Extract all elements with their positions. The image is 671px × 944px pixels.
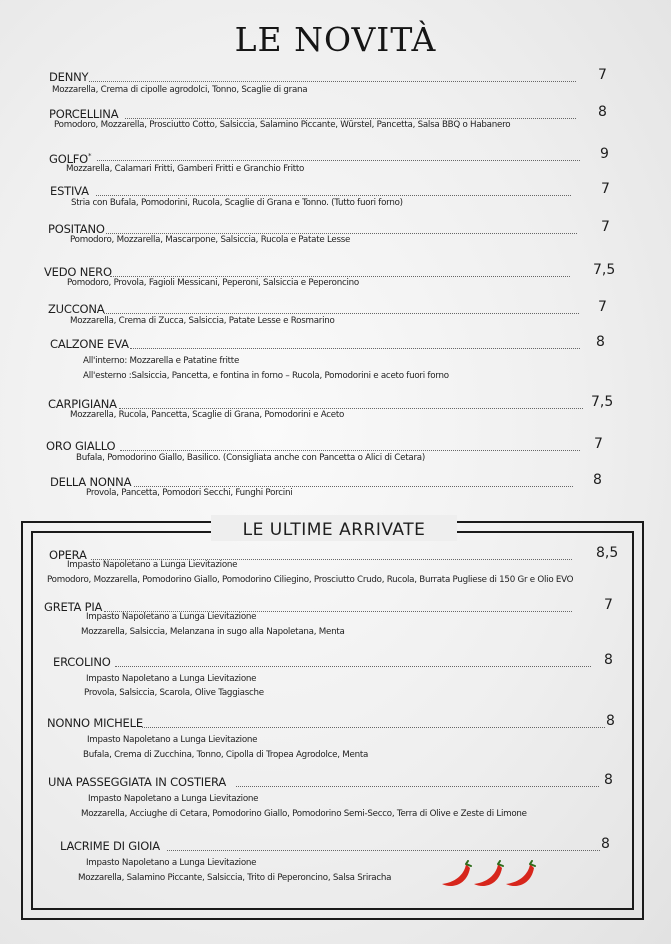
menu-item-calzone-eva — [50, 334, 610, 381]
item-description: Mozzarella, Calamari Fritti, Gamberi Fritti e Granchio Fritto — [66, 164, 305, 174]
menu-item-carpigiana — [48, 394, 616, 420]
item-price: 7 — [601, 181, 610, 197]
chili-pepper-icon — [470, 860, 506, 892]
item-dough: Impasto Napoletano a Lunga Lievitazione — [86, 858, 257, 868]
item-name: ERCOLINO — [53, 655, 111, 669]
item-description: Stria con Bufala, Pomodorini, Rucola, Scaglie di Grana e Tonno. (Tutto fuori forno) — [71, 198, 403, 208]
item-dough: Impasto Napoletano a Lunga Lievitazione — [86, 674, 257, 684]
item-description: Mozzarella, Salamino Piccante, Salsiccia, Trito di Peperoncino, Salsa Sriracha — [78, 873, 392, 883]
item-dough: Impasto Napoletano a Lunga Lievitazione — [88, 794, 259, 804]
item-name: LACRIME DI GIOIA — [60, 839, 160, 853]
item-description: All'interno: Mozzarella e Patatine fritte — [83, 356, 240, 366]
menu-item-nonno-michele — [47, 713, 617, 760]
menu-item-denny — [49, 67, 611, 95]
menu-item-una-passeggiata-in-costiera — [48, 772, 616, 819]
item-description: Mozzarella, Crema di cipolle agrodolci, Tonno, Scaglie di grana — [52, 85, 308, 95]
item-name: ZUCCONA — [48, 302, 105, 316]
item-name: CALZONE EVA — [50, 337, 129, 351]
menu-item-porcellina — [49, 104, 611, 130]
menu-item-opera — [47, 545, 621, 585]
item-price: 8 — [604, 652, 613, 668]
menu-item-zuccona — [48, 299, 612, 326]
item-dough: Impasto Napoletano a Lunga Lievitazione — [67, 560, 238, 570]
item-name: PORCELLINA — [49, 107, 119, 121]
chili-pepper-icon — [502, 860, 538, 892]
item-price: 7 — [594, 436, 603, 452]
item-dough: Impasto Napoletano a Lunga Lievitazione — [87, 735, 258, 745]
item-name: GOLFO* — [49, 152, 92, 166]
item-description: Pomodoro, Provola, Fagioli Messicani, Peperoni, Salsiccia e Peperoncino — [67, 278, 359, 288]
menu-item-lacrime-di-gioia — [60, 836, 614, 883]
item-name: CARPIGIANA — [48, 397, 117, 411]
item-description: Pomodoro, Mozzarella, Pomodorino Giallo, Pomodorino Ciliegino, Prosciutto Crudo, Rucola, Burrata Pugliese di 150 Gr e Olio EVO — [47, 575, 574, 585]
item-name: GRETA PIA — [44, 600, 103, 614]
item-description: Bufala, Crema di Zucchina, Tonno, Cipolla di Tropea Agrodolce, Menta — [83, 750, 369, 760]
item-name: UNA PASSEGGIATA IN COSTIERA — [48, 775, 227, 789]
chili-pepper-icon — [438, 860, 474, 892]
menu-item-positano — [48, 219, 614, 245]
item-description: Mozzarella, Crema di Zucca, Salsiccia, Patate Lesse e Rosmarino — [70, 316, 335, 326]
asterisk-mark: * — [88, 152, 92, 160]
item-name: NONNO MICHELE — [47, 716, 143, 730]
item-description: Mozzarella, Salsiccia, Melanzana in sugo alla Napoletana, Menta — [81, 627, 345, 637]
item-price: 7 — [601, 219, 610, 235]
item-description: Bufala, Pomodorino Giallo, Basilico. (Consigliata anche con Pancetta o Alici di Cetara) — [76, 453, 425, 463]
item-price: 8 — [606, 713, 615, 729]
item-price: 8 — [604, 772, 613, 788]
item-price: 7 — [598, 299, 607, 315]
section-title: LE ULTIME ARRIVATE — [242, 520, 426, 540]
menu-item-oro-giallo — [46, 436, 610, 463]
item-description: All'esterno :Salsiccia, Pancetta, e fontina in forno – Rucola, Pomodorini e aceto fuori forno — [83, 371, 449, 381]
item-price: 8 — [598, 104, 607, 120]
item-price: 8 — [601, 836, 610, 852]
item-name: DENNY — [49, 70, 89, 84]
item-description: Provola, Pancetta, Pomodori Secchi, Funghi Porcini — [86, 488, 293, 498]
item-description: Provola, Salsiccia, Scarola, Olive Taggiasche — [84, 688, 264, 698]
item-price: 8 — [596, 334, 605, 350]
item-description: Mozzarella, Acciughe di Cetara, Pomodorino Giallo, Pomodorino Semi-Secco, Terra di Olive e Zeste di Limone — [81, 809, 527, 819]
menu-item-vedo-nero — [44, 262, 616, 288]
item-description: Pomodoro, Mozzarella, Mascarpone, Salsiccia, Rucola e Patate Lesse — [70, 235, 351, 245]
item-price: 7 — [604, 597, 613, 613]
item-price: 8 — [593, 472, 602, 488]
item-name: OPERA — [49, 548, 87, 562]
item-name: DELLA NONNA — [50, 475, 132, 489]
menu-title: LE NOVITÀ — [234, 20, 437, 59]
item-price: 7 — [598, 67, 607, 83]
menu-item-estiva — [50, 181, 612, 208]
menu-item-della-nonna — [50, 472, 606, 498]
menu-item-ercolino — [53, 652, 619, 698]
menu-item-greta-pia — [44, 597, 616, 637]
item-price: 8,5 — [596, 545, 619, 561]
item-name: VEDO NERO — [44, 265, 112, 279]
item-price: 7,5 — [591, 394, 614, 410]
item-name: ORO GIALLO — [46, 439, 116, 453]
item-dough: Impasto Napoletano a Lunga Lievitazione — [86, 612, 257, 622]
item-price: 7,5 — [593, 262, 616, 278]
item-name: ESTIVA — [50, 184, 89, 198]
item-description: Mozzarella, Rucola, Pancetta, Scaglie di Grana, Pomodorini e Aceto — [70, 410, 345, 420]
item-description: Pomodoro, Mozzarella, Prosciutto Cotto, Salsiccia, Salamino Piccante, Würstel, Pancetta, Salsa BBQ o Habanero — [54, 120, 511, 130]
item-price: 9 — [600, 146, 609, 162]
item-name: POSITANO — [48, 222, 105, 236]
menu-item-golfo — [49, 146, 613, 174]
